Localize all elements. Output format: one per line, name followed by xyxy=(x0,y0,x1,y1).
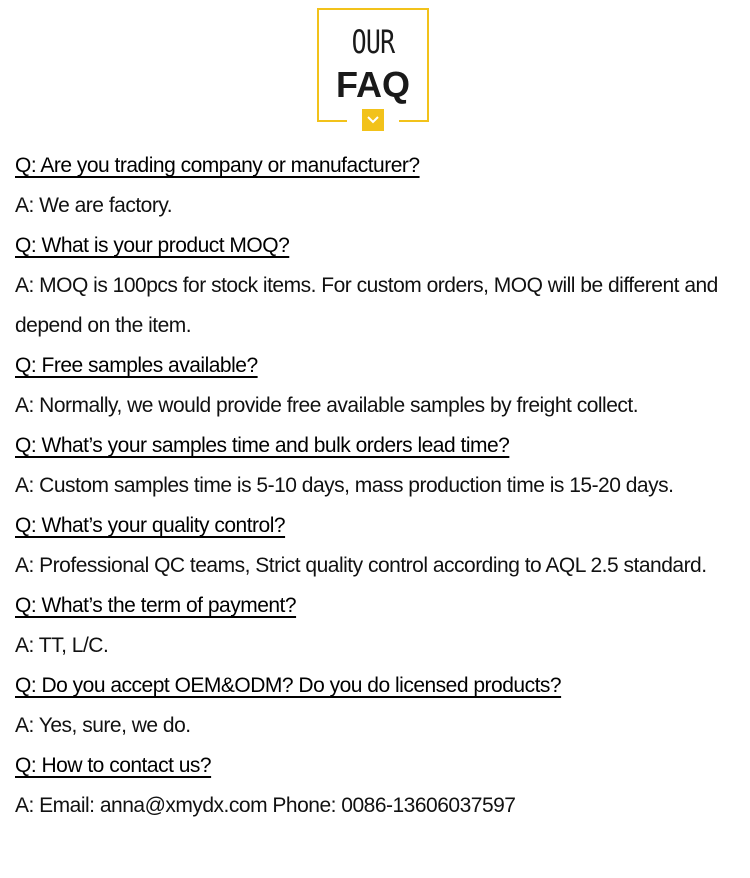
faq-question: Q: What’s your samples time and bulk orders lead time? xyxy=(15,434,510,457)
faq-answer: A: Email: anna@xmydx.com Phone: 0086-13606037597 xyxy=(15,794,516,817)
faq-question: Q: Are you trading company or manufacturer? xyxy=(15,154,420,177)
chevron-down-icon xyxy=(362,109,384,131)
faq-answer: A: Professional QC teams, Strict quality control according to AQL 2.5 standard. xyxy=(15,554,707,577)
faq-answer: A: Normally, we would provide free available samples by freight collect. xyxy=(15,394,639,417)
faq-header-badge xyxy=(317,8,429,122)
faq-question: Q: Do you accept OEM&ODM? Do you do licensed products? xyxy=(15,674,562,697)
faq-question: Q: What’s the term of payment? xyxy=(15,594,297,617)
faq-question: Q: Free samples available? xyxy=(15,354,258,377)
faq-answer: A: TT, L/C. xyxy=(15,634,109,657)
faq-answer: A: Custom samples time is 5-10 days, mass production time is 15-20 days. xyxy=(15,474,674,497)
faq-question: Q: How to contact us? xyxy=(15,754,212,777)
faq-question: Q: What is your product MOQ? xyxy=(15,234,290,257)
faq-answer: A: MOQ is 100pcs for stock items. For custom orders, MOQ will be different and depend on the item. xyxy=(15,274,718,337)
badge-title-our: OUR xyxy=(351,23,395,61)
faq-list xyxy=(15,146,737,826)
badge-title-faq: FAQ xyxy=(335,64,410,105)
faq-answer: A: Yes, sure, we do. xyxy=(15,714,191,737)
faq-answer: A: We are factory. xyxy=(15,194,173,217)
faq-question: Q: What’s your quality control? xyxy=(15,514,286,537)
